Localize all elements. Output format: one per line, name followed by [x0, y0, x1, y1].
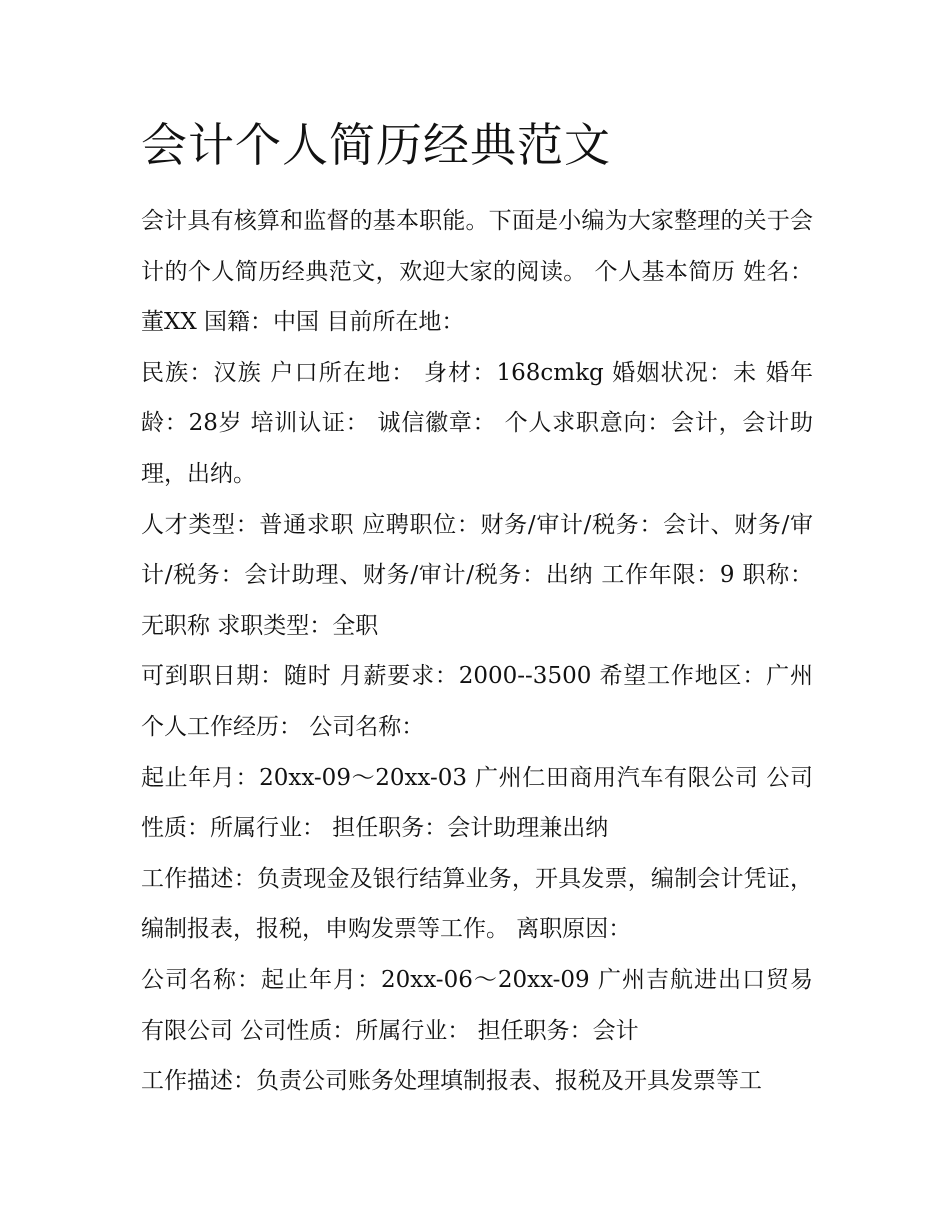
paragraph-employment-1: 起止年月：20xx-09～20xx-03 广州仁田商用汽车有限公司 公司性质：所属行业： 担任职务：会计助理兼出纳: [141, 764, 813, 842]
paragraph-job-description-2: 工作描述：负责公司账务处理填制报表、报税及开具发票等工: [141, 1068, 762, 1095]
paragraph-personal-info: 民族：汉族 户口所在地： 身材：168cmkg 婚姻状况：未 婚年龄：28岁 培训认证： 诚信徽章： 个人求职意向：会计，会计助理，出纳。: [141, 359, 813, 487]
document-body: [141, 196, 813, 1107]
document-title: 会计个人简历经典范文: [141, 118, 611, 172]
paragraph-job-intent: 人才类型：普通求职 应聘职位：财务/审计/税务：会计、财务/审计/税务：会计助理、财务/审计/税务：出纳 工作年限：9 职称：无职称 求职类型：全职: [141, 511, 813, 639]
paragraph-job-description-1: 工作描述：负责现金及银行结算业务，开具发票，编制会计凭证，编制报表，报税，申购发票等工作。 离职原因：: [141, 865, 813, 943]
paragraph-employment-2: 公司名称：起止年月：20xx-06～20xx-09 广州吉航进出口贸易有限公司 公司性质：所属行业： 担任职务：会计: [141, 966, 813, 1044]
paragraph-availability: 可到职日期：随时 月薪要求：2000--3500 希望工作地区：广州 个人工作经历： 公司名称：: [141, 663, 813, 740]
paragraph-intro: 会计具有核算和监督的基本职能。下面是小编为大家整理的关于会计的个人简历经典范文，欢迎大家的阅读。 个人基本简历 姓名：董XX 国籍：中国 目前所在地：: [141, 208, 813, 336]
